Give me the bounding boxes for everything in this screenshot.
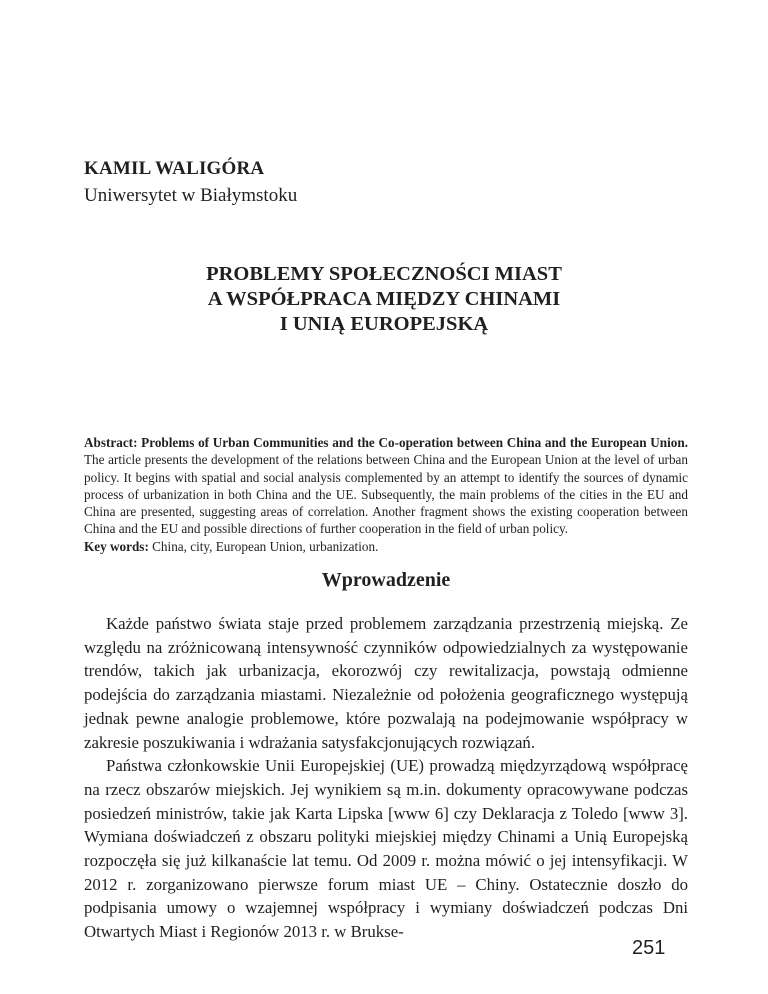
keywords-label: Key words:: [84, 538, 149, 554]
article-title: [84, 262, 684, 337]
title-line-1: PROBLEMY SPOŁECZNOŚCI MIAST: [206, 263, 562, 285]
title-line-3: I UNIĄ EUROPEJSKĄ: [279, 313, 489, 335]
section-heading: Wprowadzenie: [321, 569, 451, 591]
body-text: [84, 612, 688, 944]
paragraph: Państwa członkowskie Unii Europejskiej (UE) prowadzą międzyrządową współpracę na rzecz obszarów miejskich. Jej wynikiem są m.in. dokumenty opracowywane podczas posiedzeń ministrów, takie jak Karta Lipska [www 6] czy Deklaracja z Toledo [www 3]. Wymiana doświadczeń z obszaru polityki miejskiej między Chinami a Unią Europejską rozpoczęła się już kilkanaście lat temu. Od 2009 r. można mówić o jej intensyfikacji. W 2012 r. zorganizowano pierwsze forum miast UE – Chiny. Ostatecznie doszło do podpisania umowy o wzajemnej współpracy i wymiany doświadczeń podczas Dni Otwartych Miast i Regionów 2013 r. w Bruksе-: [84, 756, 688, 942]
abstract-label: Abstract: Problems of Urban Communities and the Co-operation between China and the European Union.: [84, 435, 688, 450]
abstract-text: The article presents the development of the relations between China and the European Union at the level of urban policy. It begins with spatial and social analysis complemented by an attempt to identify the sources of dynamic process of urbanization in both China and the UE. Subsequently, the main problems of the cities in the EU and China are presented, suggesting areas of correlation. Another fragment shows the existing cooperation between China and the EU and possible directions of further cooperation in the field of urban policy.: [84, 452, 688, 537]
page-number: 251: [632, 937, 666, 959]
author-name: KAMIL WALIGÓRA: [84, 158, 265, 179]
abstract-block: [84, 434, 688, 555]
title-line-2: A WSPÓŁPRACA MIĘDZY CHINAMI: [207, 288, 561, 310]
paragraph: Każde państwo świata staje przed problemem zarządzania przestrzenią miejską. Ze względu na zróżnicowaną intensywność czynników odpowiedzialnych za występowanie trendów, takich jak urbanizacja, ekorozwój czy rewitalizacja, powstają odmienne podejścia do zarządzania miastami. Niezależnie od położenia geograficznego występują jednak pewne analogie problemowe, które pozwalają na podejmowanie współpracy w zakresie poszukiwania i wdrażania satysfakcjonujących rozwiązań.: [84, 614, 688, 752]
author-affiliation: Uniwersytet w Białymstoku: [84, 185, 298, 206]
keywords-text: China, city, European Union, urbanization.: [148, 538, 379, 554]
